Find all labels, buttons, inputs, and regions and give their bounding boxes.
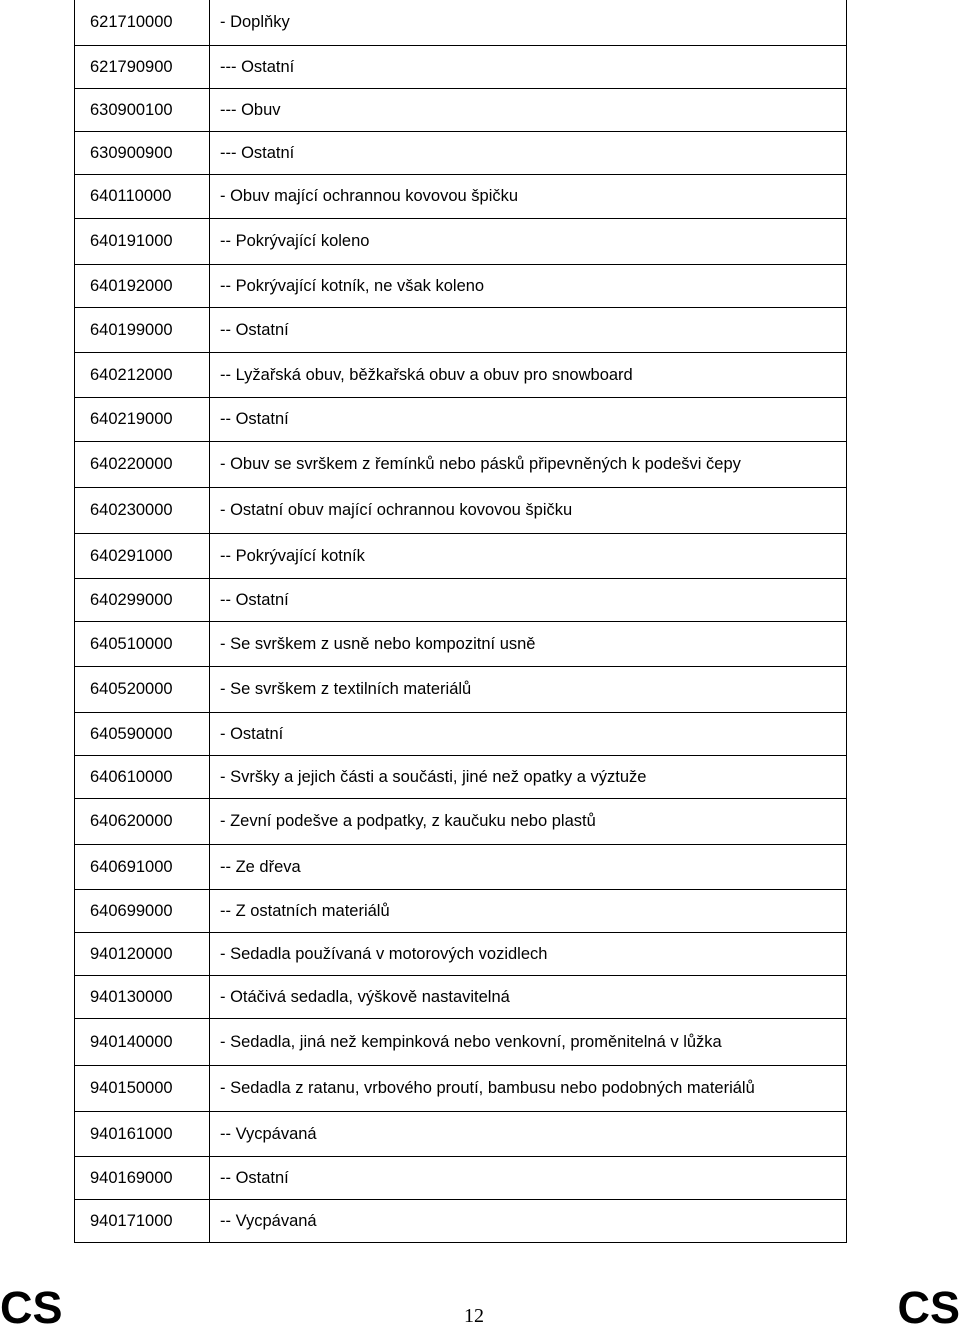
code-cell: 640191000 bbox=[75, 218, 210, 264]
table-row bbox=[75, 755, 847, 798]
code-cell: 621790900 bbox=[75, 45, 210, 88]
table-row bbox=[75, 1199, 847, 1242]
table-row bbox=[75, 1156, 847, 1199]
description-cell: -- Ostatní bbox=[210, 1156, 847, 1199]
table-row bbox=[75, 621, 847, 666]
code-cell: 940140000 bbox=[75, 1018, 210, 1065]
description-cell: -- Ostatní bbox=[210, 578, 847, 621]
table-row bbox=[75, 889, 847, 932]
code-cell: 940150000 bbox=[75, 1065, 210, 1111]
code-cell: 640219000 bbox=[75, 397, 210, 441]
code-cell: 640620000 bbox=[75, 798, 210, 844]
code-cell: 640510000 bbox=[75, 621, 210, 666]
code-cell: 640590000 bbox=[75, 712, 210, 755]
table-row bbox=[75, 45, 847, 88]
table-row bbox=[75, 932, 847, 975]
code-cell: 630900900 bbox=[75, 131, 210, 174]
table-row bbox=[75, 487, 847, 533]
description-cell: --- Ostatní bbox=[210, 45, 847, 88]
description-cell: --- Ostatní bbox=[210, 131, 847, 174]
table-row bbox=[75, 441, 847, 487]
description-cell: - Ostatní obuv mající ochrannou kovovou špičku bbox=[210, 487, 847, 533]
description-cell: - Svršky a jejich části a součásti, jiné než opatky a výztuže bbox=[210, 755, 847, 798]
code-cell: 640699000 bbox=[75, 889, 210, 932]
description-cell: -- Vycpávaná bbox=[210, 1111, 847, 1156]
table-row bbox=[75, 666, 847, 712]
table-row bbox=[75, 352, 847, 397]
table-row bbox=[75, 174, 847, 218]
table-row bbox=[75, 798, 847, 844]
description-cell: --- Obuv bbox=[210, 88, 847, 131]
footer-language-right: CS bbox=[897, 1282, 960, 1333]
description-cell: - Sedadla z ratanu, vrbového proutí, bambusu nebo podobných materiálů bbox=[210, 1065, 847, 1111]
description-cell: - Zevní podešve a podpatky, z kaučuku nebo plastů bbox=[210, 798, 847, 844]
table-row bbox=[75, 1111, 847, 1156]
description-cell: -- Pokrývající kotník bbox=[210, 533, 847, 578]
code-cell: 640212000 bbox=[75, 352, 210, 397]
code-cell: 640520000 bbox=[75, 666, 210, 712]
table-row bbox=[75, 397, 847, 441]
code-cell: 640110000 bbox=[75, 174, 210, 218]
code-cell: 630900100 bbox=[75, 88, 210, 131]
table-row bbox=[75, 578, 847, 621]
footer-language-left: CS bbox=[0, 1282, 63, 1333]
table-row bbox=[75, 712, 847, 755]
table-row bbox=[75, 533, 847, 578]
table-row bbox=[75, 264, 847, 307]
description-cell: - Sedadla používaná v motorových vozidlech bbox=[210, 932, 847, 975]
code-cell: 621710000 bbox=[75, 0, 210, 45]
table-row bbox=[75, 1018, 847, 1065]
code-cell: 640220000 bbox=[75, 441, 210, 487]
description-cell: - Se svrškem z usně nebo kompozitní usně bbox=[210, 621, 847, 666]
description-cell: -- Ostatní bbox=[210, 307, 847, 352]
code-table bbox=[74, 0, 847, 1243]
code-cell: 640291000 bbox=[75, 533, 210, 578]
description-cell: -- Pokrývající koleno bbox=[210, 218, 847, 264]
code-cell: 940169000 bbox=[75, 1156, 210, 1199]
table-row bbox=[75, 0, 847, 45]
code-cell: 940130000 bbox=[75, 975, 210, 1018]
table-row bbox=[75, 1065, 847, 1111]
description-cell: -- Vycpávaná bbox=[210, 1199, 847, 1242]
description-cell: -- Ze dřeva bbox=[210, 844, 847, 889]
table-row bbox=[75, 88, 847, 131]
code-cell: 640610000 bbox=[75, 755, 210, 798]
description-cell: -- Lyžařská obuv, běžkařská obuv a obuv pro snowboard bbox=[210, 352, 847, 397]
description-cell: - Se svrškem z textilních materiálů bbox=[210, 666, 847, 712]
table-row bbox=[75, 131, 847, 174]
code-cell: 940171000 bbox=[75, 1199, 210, 1242]
table-row bbox=[75, 844, 847, 889]
table-row bbox=[75, 218, 847, 264]
code-cell: 640199000 bbox=[75, 307, 210, 352]
description-cell: - Doplňky bbox=[210, 0, 847, 45]
code-cell: 640299000 bbox=[75, 578, 210, 621]
description-cell: -- Pokrývající kotník, ne však koleno bbox=[210, 264, 847, 307]
table-row bbox=[75, 975, 847, 1018]
description-cell: - Sedadla, jiná než kempinková nebo venkovní, proměnitelná v lůžka bbox=[210, 1018, 847, 1065]
description-cell: -- Z ostatních materiálů bbox=[210, 889, 847, 932]
code-cell: 640230000 bbox=[75, 487, 210, 533]
code-cell: 640192000 bbox=[75, 264, 210, 307]
code-cell: 940161000 bbox=[75, 1111, 210, 1156]
description-cell: - Obuv mající ochrannou kovovou špičku bbox=[210, 174, 847, 218]
code-cell: 940120000 bbox=[75, 932, 210, 975]
description-cell: - Ostatní bbox=[210, 712, 847, 755]
code-cell: 640691000 bbox=[75, 844, 210, 889]
description-cell: -- Ostatní bbox=[210, 397, 847, 441]
description-cell: - Obuv se svrškem z řemínků nebo pásků připevněných k podešvi čepy bbox=[210, 441, 847, 487]
table-row bbox=[75, 307, 847, 352]
description-cell: - Otáčivá sedadla, výškově nastavitelná bbox=[210, 975, 847, 1018]
page-number: 12 bbox=[464, 1305, 484, 1327]
table-body bbox=[75, 0, 847, 1242]
